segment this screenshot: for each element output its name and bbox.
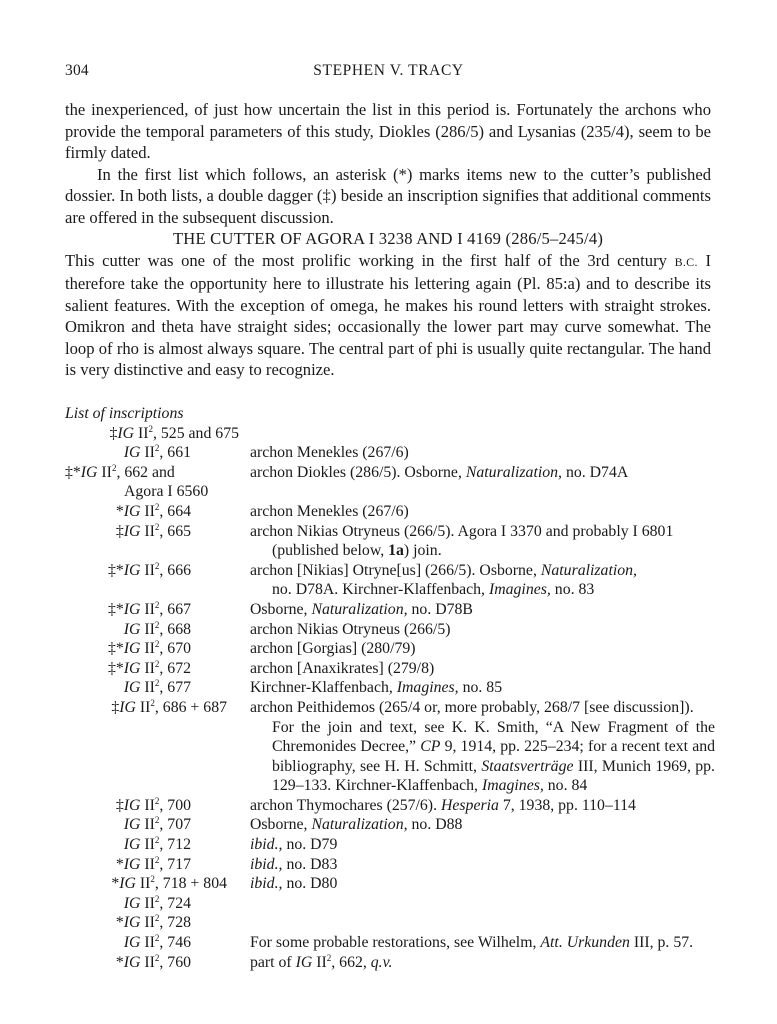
list-item: [65, 600, 715, 620]
list-item: [65, 502, 715, 522]
body-text: [65, 99, 711, 381]
list-item: [65, 855, 715, 875]
inscription-ref: ‡*IG $II^2$, 666: [107, 560, 191, 579]
inscription-desc: part of IG $II^2$, 662, q.v.: [250, 952, 393, 971]
intro-paragraph-1: the inexperienced, of just how uncertain the list in this period is. Fortunately the archons who provide the temporal parameters of this study, Diokles (286/5) and Lysanias (235/4), seem to be firmly dated.: [65, 100, 711, 162]
list-item: [65, 933, 715, 953]
inscription-ref: ‡IG $II^2$, 665: [115, 521, 191, 540]
inscription-ref: ‡*IG $II^2$, 662 and Agora I 6560: [65, 462, 209, 501]
inscription-ref: ‡IG $II^2$, 700: [115, 795, 191, 814]
inscription-desc: archon [Nikias] Otryne[us] (266/5). Osborne, Naturalization, no. D78A. Kirchner-Klaffenbach, Imagines, no. 83: [250, 561, 637, 599]
list-item: [65, 424, 715, 444]
section-title: THE CUTTER OF AGORA I 3238 AND I 4169 (286/5–245/4): [172, 229, 604, 248]
section-paragraph: This cutter was one of the most prolific working in the first half of the 3rd century B.C. I therefore take the opportunity here to illustrate his lettering again (Pl. 85:a) and to describe its salient features. With the exception of omega, he makes his round letters with straight strokes. Omikron and theta have straight sides; occasionally the lower part may curve somewhat. The loop of rho is almost always square. The central part of phi is usually quite rectangular. The hand is very distinctive and easy to recognize.: [65, 250, 711, 379]
inscription-ref: ‡IG $II^2$, 686 + 687: [111, 697, 227, 716]
inscription-ref: IG $II^2$, 724: [123, 893, 191, 912]
inscription-desc: archon Nikias Otryneus (266/5): [250, 620, 451, 638]
inscription-desc: ibid., no. D80: [250, 875, 338, 893]
inscription-ref: IG $II^2$, 746: [123, 933, 191, 952]
inscription-desc: archon [Anaxikrates] (279/8): [250, 659, 435, 677]
list-item: [65, 815, 715, 835]
list-item: [65, 953, 715, 973]
list-heading: List of inscriptions: [65, 405, 184, 422]
inscription-desc: Osborne, Naturalization, no. D78B: [250, 600, 473, 618]
inscription-ref: IG $II^2$, 707: [123, 815, 191, 834]
intro-paragraph-2: In the first list which follows, an asterisk (*) marks items new to the cutter’s published dossier. In both lists, a double dagger (‡) beside an inscription signifies that additional comments are offered in the subsequent discussion.: [65, 164, 711, 227]
inscription-ref: IG $II^2$, 661: [123, 443, 191, 462]
page-number: 304: [65, 62, 89, 79]
list-item: [65, 874, 715, 894]
inscription-ref: IG $II^2$, 668: [123, 619, 191, 638]
list-item: [65, 698, 715, 796]
inscription-ref: *IG $II^2$, 664: [115, 501, 191, 520]
inscription-desc: archon Diokles (286/5). Osborne, Naturalization, no. D74A: [250, 463, 629, 481]
inscription-ref: ‡*IG $II^2$, 667: [107, 599, 191, 618]
list-item: [65, 620, 715, 640]
list-item: [65, 639, 715, 659]
running-head: STEPHEN V. TRACY: [313, 62, 464, 79]
list-item: [65, 443, 715, 463]
list-item: [65, 561, 715, 600]
list-item: [65, 463, 715, 502]
inscription-ref: *IG $II^2$, 728: [115, 913, 191, 932]
list-item: [65, 522, 715, 561]
inscription-ref: IG $II^2$, 712: [123, 835, 191, 854]
inscription-ref: *IG $II^2$, 717: [115, 854, 191, 873]
list-item: [65, 678, 715, 698]
inscription-ref: *IG $II^2$, 718 + 804: [111, 874, 227, 893]
inscription-desc: archon Peithidemos (265/4 or, more probably, 268/7 [see discussion]). For the join and text, see K. K. Smith, “A New Fragment of the Chremonides Decree,” CP 9, 1914, pp. 225–234; for a recent text and bibliography, see H. H. Schmitt, Staatsverträge III, Munich 1969, pp. 129–133. Kirchner-Klaffenbach, Imagines, no. 84: [250, 698, 716, 795]
inscription-ref: ‡*IG $II^2$, 670: [107, 639, 191, 658]
bc-abbrev: B.C.: [674, 254, 698, 269]
inscription-ref: ‡*IG $II^2$, 672: [107, 658, 191, 677]
inscription-ref: *IG $II^2$, 760: [115, 952, 191, 971]
list-item: [65, 659, 715, 679]
inscription-desc: archon Menekles (267/6): [250, 502, 409, 520]
inscription-desc: ibid., no. D83: [250, 855, 338, 873]
inscription-desc: Kirchner-Klaffenbach, Imagines, no. 85: [250, 679, 503, 697]
list-item: [65, 913, 715, 933]
inscription-desc: Osborne, Naturalization, no. D88: [250, 816, 463, 834]
list-item: [65, 894, 715, 914]
inscription-desc: archon Thymochares (257/6). Hesperia 7, 1938, pp. 110–114: [250, 796, 636, 814]
inscription-desc: archon Nikias Otryneus (266/5). Agora I 3370 and probably I 6801 (published below, 1a) join.: [250, 522, 674, 560]
inscription-desc: archon Menekles (267/6): [250, 444, 409, 462]
inscription-desc: For some probable restorations, see Wilhelm, Att. Urkunden III, p. 57.: [250, 934, 694, 952]
inscription-desc: archon [Gorgias] (280/79): [250, 640, 416, 658]
inscription-desc: ibid., no. D79: [250, 836, 338, 854]
inscription-list: [65, 404, 715, 972]
list-item: [65, 835, 715, 855]
inscription-ref: ‡IG $II^2$, 525 and 675: [109, 423, 239, 442]
list-item: [65, 796, 715, 816]
inscription-ref: IG $II^2$, 677: [123, 678, 191, 697]
